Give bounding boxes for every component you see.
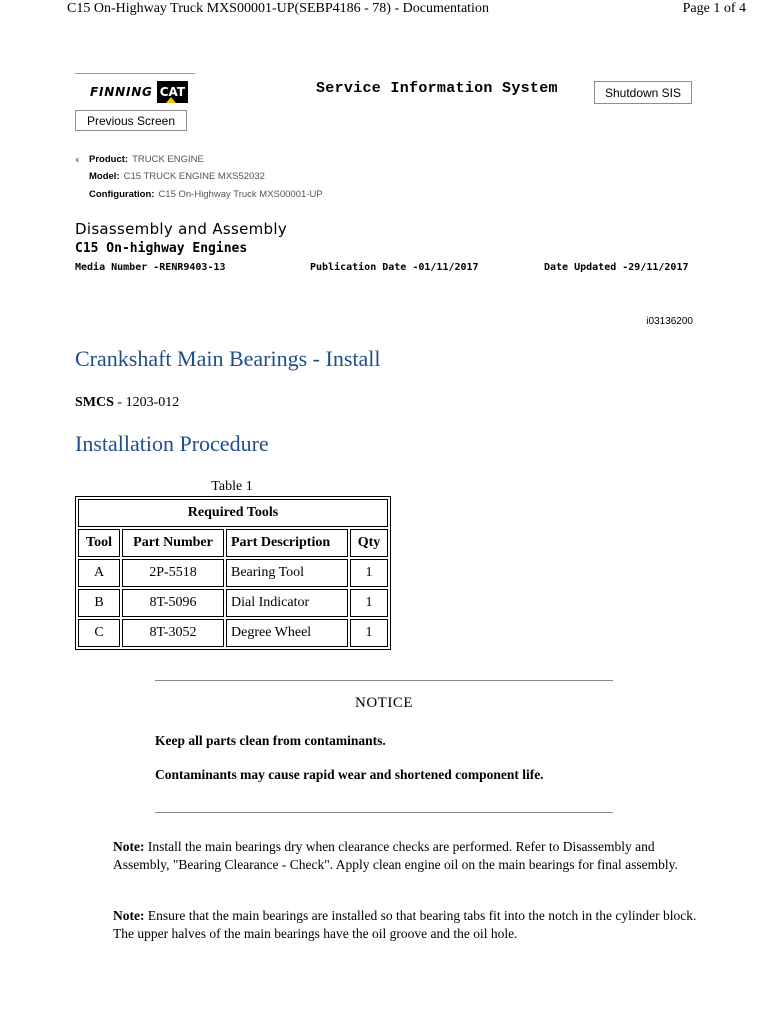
document-subtitle: C15 On-highway Engines	[75, 241, 248, 256]
qty-cell: 1	[350, 619, 388, 647]
configuration-value: C15 On-Highway Truck MXS00001-UP	[158, 189, 323, 200]
page-number: Page 1 of 4	[682, 1, 746, 16]
shutdown-sis-button[interactable]: Shutdown SIS	[594, 81, 692, 104]
part-number-cell: 8T-3052	[122, 619, 224, 647]
product-row	[89, 154, 204, 165]
product-label: Product:	[89, 154, 129, 165]
procedure-title: Installation Procedure	[75, 431, 269, 456]
model-label: Model:	[89, 171, 120, 182]
model-row	[89, 171, 265, 182]
part-description-cell: Degree Wheel	[226, 619, 348, 647]
finning-wordmark: FINNING	[90, 85, 153, 99]
col-qty-header: Qty	[350, 529, 388, 557]
notice-bottom-divider	[155, 812, 613, 813]
logo-divider	[75, 73, 195, 74]
table-row	[78, 589, 388, 617]
note-text: Install the main bearings dry when clearance checks are performed. Refer to Disassembly and Assembly, "Bearing Clearance - Check". Apply clean engine oil on the main bearings for final assembly.	[113, 839, 678, 872]
tool-cell: C	[78, 619, 120, 647]
cat-logo-icon: CAT	[157, 81, 188, 103]
configuration-row	[89, 189, 323, 200]
table-title: Required Tools	[78, 499, 388, 527]
print-header-title: C15 On-Highway Truck MXS00001-UP(SEBP4186 - 78) - Documentation	[67, 1, 489, 16]
part-description-cell: Bearing Tool	[226, 559, 348, 587]
col-part-number-header: Part Number	[122, 529, 224, 557]
table-header-row	[78, 529, 388, 557]
note-label: Note:	[113, 839, 145, 854]
part-description-cell: Dial Indicator	[226, 589, 348, 617]
qty-cell: 1	[350, 589, 388, 617]
smcs-value: - 1203-012	[113, 395, 180, 410]
media-number: Media Number -RENR9403-13	[75, 262, 226, 273]
chevron-left-icon[interactable]: ‹	[75, 153, 80, 166]
date-updated: Date Updated -29/11/2017	[544, 262, 689, 273]
configuration-label: Configuration:	[89, 189, 155, 200]
table-title-row	[78, 499, 388, 527]
table-row	[78, 619, 388, 647]
note-text: Ensure that the main bearings are installed so that bearing tabs fit into the notch in the cylinder block. The upper halves of the main bearings have the oil groove and the oil hole.	[113, 908, 697, 941]
notice-title: NOTICE	[355, 695, 413, 711]
app-title: Service Information System	[316, 80, 558, 97]
qty-cell: 1	[350, 559, 388, 587]
note-paragraph	[113, 907, 703, 943]
col-tool-header: Tool	[78, 529, 120, 557]
part-number-cell: 2P-5518	[122, 559, 224, 587]
publication-date: Publication Date -01/11/2017	[310, 262, 479, 273]
notice-top-divider	[155, 680, 613, 681]
smcs-label: SMCS	[75, 395, 114, 410]
notice-line: Keep all parts clean from contaminants.	[155, 733, 386, 748]
previous-screen-button[interactable]: Previous Screen	[75, 110, 187, 131]
tool-cell: B	[78, 589, 120, 617]
part-number-cell: 8T-5096	[122, 589, 224, 617]
notice-line: Contaminants may cause rapid wear and shortened component life.	[155, 767, 544, 782]
product-value: TRUCK ENGINE	[132, 154, 204, 165]
document-id: i03136200	[646, 316, 693, 327]
document-section-title: Disassembly and Assembly	[75, 220, 288, 238]
tool-cell: A	[78, 559, 120, 587]
finning-cat-logo	[90, 80, 188, 104]
note-paragraph	[113, 838, 703, 874]
table-caption: Table 1	[211, 479, 253, 494]
page-title: Crankshaft Main Bearings - Install	[75, 346, 381, 371]
model-value: C15 TRUCK ENGINE MXS52032	[123, 171, 265, 182]
note-label: Note:	[113, 908, 145, 923]
col-part-description-header: Part Description	[226, 529, 348, 557]
table-row	[78, 559, 388, 587]
required-tools-table	[75, 496, 391, 650]
smcs-code	[75, 395, 179, 411]
